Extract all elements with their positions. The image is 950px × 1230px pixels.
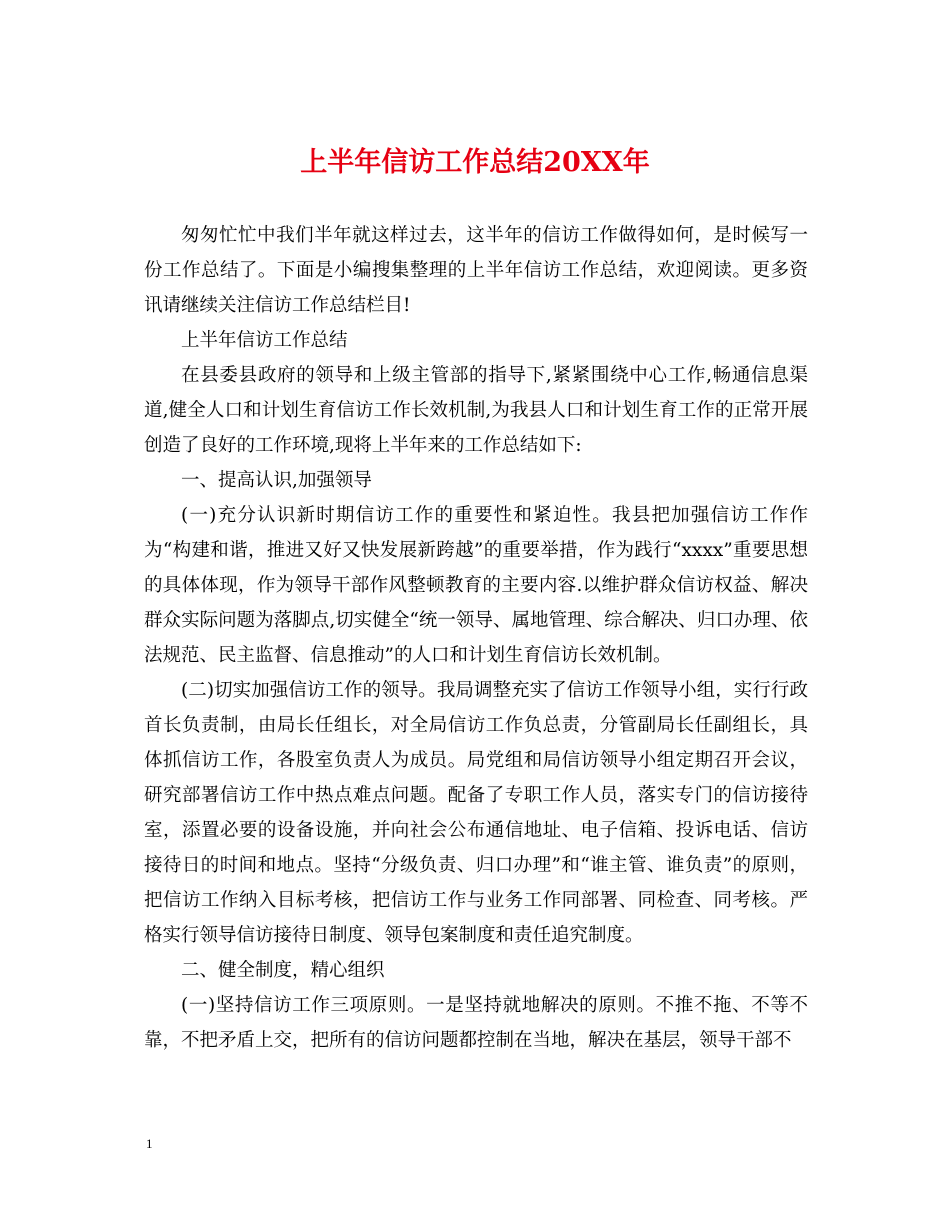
paragraph-intro: 匆匆忙忙中我们半年就这样过去，这半年的信访工作做得如何，是时候写一份工作总结了。下面是小编搜集整理的上半年信访工作总结，欢迎阅读。更多资讯请继续关注信访工作总结栏目! — [144, 225, 808, 316]
document-title: 上半年信访工作总结20XX年 — [300, 147, 650, 178]
paragraph-1-2: (二)切实加强信访工作的领导。我局调整充实了信访工作领导小组，实行行政首长负责制，由局长任组长，对全局信访工作负总责，分管副局长任副组长，具体抓信访工作，各股室负责人为成员。局党组和局信访领导小组定期召开会议，研究部署信访工作中热点难点问题。配备了专职工作人员，落实专门的信访接待室，添置必要的设备设施，并向社会公布通信地址、电子信箱、投诉电话、信访接待日的时间和地点。坚持“分级负责、归口办理”和“谁主管、谁负责”的原则，把信访工作纳入目标考核，把信访工作与业务工作同部署、同检查、同考核。严格实行领导信访接待日制度、领导包案制度和责任追究制度。 — [144, 680, 808, 946]
document-body — [144, 218, 808, 1058]
section-heading-2: 二、健全制度，精心组织 — [181, 960, 385, 981]
section-heading-1: 一、提高认识,加强领导 — [181, 470, 372, 491]
paragraph-overview: 在县委县政府的领导和上级主管部的指导下,紧紧围绕中心工作,畅通信息渠道,健全人口和计划生育信访工作长效机制,为我县人口和计划生育工作的正常开展创造了良好的工作环境,现将上半年来的工作总结如下: — [144, 365, 808, 456]
paragraph-subtitle: 上半年信访工作总结 — [181, 330, 348, 351]
paragraph-1-1: (一)充分认识新时期信访工作的重要性和紧迫性。我县把加强信访工作作为“构建和谐，推进又好又快发展新跨越”的重要举措，作为践行“xxxx”重要思想的具体体现，作为领导干部作风整顿教育的主要内容.以维护群众信访权益、解决群众实际问题为落脚点,切实健全“统一领导、属地管理、综合解决、归口办理、依法规范、民主监督、信息推动”的人口和计划生育信访长效机制。 — [144, 505, 808, 666]
paragraph-2-1: (一)坚持信访工作三项原则。一是坚持就地解决的原则。不推不拖、不等不靠，不把矛盾上交，把所有的信访问题都控制在当地，解决在基层，领导干部不 — [144, 995, 808, 1051]
page-number: 1 — [146, 1136, 153, 1151]
